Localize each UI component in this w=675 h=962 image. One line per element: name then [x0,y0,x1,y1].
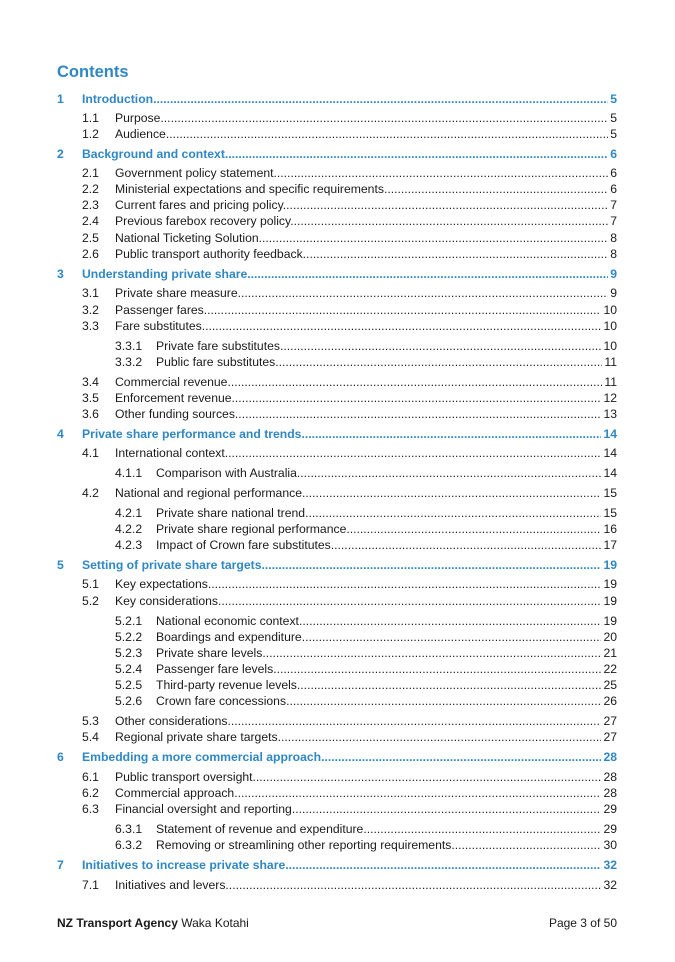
toc-entry-page: 27 [603,714,617,728]
toc-entry-title: Public transport authority feedback ..... [115,247,617,262]
toc-entry-level-1[interactable] [57,558,617,573]
toc-entry-number: 3.1 [82,286,99,300]
toc-entry-level-2[interactable] [82,594,617,609]
toc-entry-title: Private share regional performance ..... [156,522,617,537]
toc-entry-title: Background and context ..... [82,147,617,162]
toc-entry-title: Public fare substitutes ..... [156,355,617,370]
toc-entry-page: 7 [610,198,617,212]
toc-entry-page: 26 [603,694,617,708]
toc-entry-page: 10 [603,303,617,317]
toc-entry-page: 32 [603,878,617,892]
toc-entry-title: Impact of Crown fare substitutes ..... [156,538,617,553]
toc-entry-number: 5.2.5 [115,678,143,692]
toc-entry-page: 6 [610,166,617,180]
toc-entry-title: Enforcement revenue ..... [115,391,617,406]
toc-entry-level-2[interactable] [82,303,617,318]
toc-entry-title: Introduction ..... [82,92,617,107]
toc-entry-level-2[interactable] [82,770,617,785]
page-footer [57,916,617,931]
toc-entry-page: 15 [603,506,617,520]
toc-entry-number: 6 [57,750,64,764]
footer-page-number: Page 3 of 50 [548,916,617,930]
toc-entry-title: Third-party revenue levels ..... [156,678,617,693]
toc-entry-level-2[interactable] [82,391,617,406]
toc-entry-title: Private fare substitutes ..... [156,339,617,354]
footer-org-suffix: Waka Kotahi [177,916,249,930]
toc-entry-level-2[interactable] [82,878,617,893]
toc-entry-level-3[interactable] [115,838,617,853]
toc-entry-level-3[interactable] [115,522,617,537]
toc-entry-number: 3.3 [82,319,99,333]
toc-entry-page: 9 [610,267,617,281]
toc-entry-number: 4 [57,427,64,441]
toc-entry-page: 29 [603,822,617,836]
toc-entry-level-3[interactable] [115,355,617,370]
toc-entry-number: 5.1 [82,577,99,591]
toc-entry-number: 3.5 [82,391,99,405]
toc-entry-page: 5 [610,111,617,125]
toc-entry-level-1[interactable] [57,147,617,162]
toc-entry-number: 1.1 [82,111,99,125]
toc-entry-page: 28 [603,786,617,800]
toc-entry-level-2[interactable] [82,375,617,390]
toc-entry-number: 6.3 [82,802,99,816]
toc-entry-level-2[interactable] [82,714,617,729]
toc-entry-title: Financial oversight and reporting ..... [115,802,617,817]
toc-entry-title: Key expectations ..... [115,577,617,592]
toc-entry-number: 2.6 [82,247,99,261]
toc-entry-number: 4.2.1 [115,506,143,520]
toc-entry-page: 19 [603,594,617,608]
toc-entry-page: 28 [603,750,617,764]
toc-entry-level-2[interactable] [82,319,617,334]
toc-entry-title: Passenger fare levels ..... [156,662,617,677]
toc-entry-level-2[interactable] [82,486,617,501]
toc-entry-title: Purpose ..... [115,111,617,126]
toc-entry-level-3[interactable] [115,339,617,354]
toc-entry-title: Private share levels ..... [156,646,617,661]
toc-entry-level-3[interactable] [115,694,617,709]
toc-entry-title: Audience ..... [115,127,617,142]
toc-entry-page: 19 [603,577,617,591]
toc-entry-page: 14 [603,466,617,480]
toc-entry-number: 5.2.3 [115,646,143,660]
toc-entry-number: 6.3.2 [115,838,143,852]
toc-entry-title: Private share national trend ..... [156,506,617,521]
toc-entry-level-3[interactable] [115,822,617,837]
toc-entry-page: 6 [610,147,617,161]
toc-entry-title: Boardings and expenditure ..... [156,630,617,645]
toc-entry-title: Understanding private share ..... [82,267,617,282]
toc-entry-title: Removing or streamlining other reporting requirements ..... [156,838,617,853]
toc-entry-title: Embedding a more commercial approach ..... [82,750,617,765]
toc-entry-number: 5.2.6 [115,694,143,708]
toc-entry-level-1[interactable] [57,267,617,282]
toc-entry-title: Setting of private share targets ..... [82,558,617,573]
toc-entry-title: Private share performance and trends ..... [82,427,617,442]
toc-entry-level-1[interactable] [57,427,617,442]
toc-entry-number: 4.2 [82,486,99,500]
toc-entry-level-2[interactable] [82,247,617,262]
toc-entry-page: 30 [603,838,617,852]
toc-entry-title: Statement of revenue and expenditure ..... [156,822,617,837]
toc-entry-number: 5.2.2 [115,630,143,644]
toc-entry-page: 15 [603,486,617,500]
toc-entry-title: Comparison with Australia ..... [156,466,617,481]
toc-entry-number: 7.1 [82,878,99,892]
toc-entry-level-2[interactable] [82,231,617,246]
contents-heading: Contents [57,63,129,81]
toc-entry-page: 16 [603,522,617,536]
toc-entry-number: 6.2 [82,786,99,800]
toc-entry-title: National and regional performance ..... [115,486,617,501]
toc-entry-title: International context ..... [115,446,617,461]
toc-entry-level-3[interactable] [115,614,617,629]
toc-entry-level-3[interactable] [115,646,617,661]
toc-entry-page: 19 [603,614,617,628]
toc-entry-number: 5.2.1 [115,614,143,628]
toc-entry-page: 6 [610,182,617,196]
toc-entry-level-3[interactable] [115,538,617,553]
toc-entry-title: Fare substitutes ..... [115,319,617,334]
toc-entry-number: 3.3.2 [115,355,143,369]
toc-entry-level-2[interactable] [82,786,617,801]
toc-entry-level-1[interactable] [57,750,617,765]
toc-entry-page: 10 [603,319,617,333]
toc-entry-number: 5.2 [82,594,99,608]
toc-entry-level-2[interactable] [82,407,617,422]
toc-entry-number: 4.1 [82,446,99,460]
toc-entry-page: 28 [603,770,617,784]
toc-entry-page: 10 [603,339,617,353]
toc-entry-number: 2.4 [82,214,99,228]
toc-entry-level-2[interactable] [82,127,617,142]
toc-entry-number: 1 [57,92,64,106]
toc-entry-title: Public transport oversight ..... [115,770,617,785]
toc-entry-page: 9 [610,286,617,300]
toc-entry-number: 4.2.3 [115,538,143,552]
toc-entry-number: 5.4 [82,730,99,744]
toc-entry-level-2[interactable] [82,446,617,461]
toc-entry-number: 4.1.1 [115,466,143,480]
toc-entry-level-1[interactable] [57,92,617,107]
toc-entry-page: 12 [603,391,617,405]
toc-entry-number: 2 [57,147,64,161]
toc-entry-title: Private share measure ..... [115,286,617,301]
toc-entry-title: Other funding sources ..... [115,407,617,422]
toc-entry-title: Passenger fares ..... [115,303,617,318]
toc-entry-level-3[interactable] [115,506,617,521]
toc-entry-title: Regional private share targets ..... [115,730,617,745]
toc-entry-number: 6.3.1 [115,822,143,836]
toc-entry-number: 3.6 [82,407,99,421]
toc-entry-page: 11 [604,355,617,369]
toc-entry-page: 8 [610,231,617,245]
toc-entry-page: 13 [603,407,617,421]
toc-entry-page: 22 [603,662,617,676]
toc-entry-number: 4.2.2 [115,522,143,536]
toc-entry-title: Initiatives and levers ..... [115,878,617,893]
toc-entry-title: Commercial revenue ..... [115,375,617,390]
toc-entry-title: Commercial approach ..... [115,786,617,801]
toc-entry-title: National Ticketing Solution ..... [115,231,617,246]
toc-entry-level-2[interactable] [82,802,617,817]
toc-entry-title: Initiatives to increase private share ..... [82,858,617,873]
toc-entry-level-2[interactable] [82,182,617,197]
toc-entry-level-2[interactable] [82,214,617,229]
toc-entry-level-3[interactable] [115,662,617,677]
toc-entry-title: Other considerations ..... [115,714,617,729]
toc-entry-page: 11 [604,375,617,389]
toc-entry-level-3[interactable] [115,630,617,645]
toc-entry-number: 3.4 [82,375,99,389]
toc-entry-number: 3 [57,267,64,281]
toc-entry-number: 2.3 [82,198,99,212]
toc-entry-title: Government policy statement ..... [115,166,617,181]
toc-entry-title: Ministerial expectations and specific requirements ..... [115,182,617,197]
toc-entry-number: 5.2.4 [115,662,143,676]
toc-entry-page: 14 [603,446,617,460]
toc-entry-number: 2.2 [82,182,99,196]
toc-entry-level-2[interactable] [82,111,617,126]
toc-entry-level-3[interactable] [115,466,617,481]
toc-entry-level-3[interactable] [115,678,617,693]
toc-entry-page: 5 [610,92,617,106]
toc-entry-level-2[interactable] [82,577,617,592]
toc-entry-title: National economic context ..... [156,614,617,629]
toc-entry-level-2[interactable] [82,166,617,181]
toc-entry-number: 1.2 [82,127,99,141]
toc-entry-number: 3.3.1 [115,339,143,353]
toc-entry-page: 17 [603,538,617,552]
toc-entry-number: 2.5 [82,231,99,245]
toc-entry-title: Crown fare concessions ..... [156,694,617,709]
toc-entry-title: Previous farebox recovery policy ..... [115,214,617,229]
toc-entry-page: 20 [603,630,617,644]
toc-entry-page: 5 [610,127,617,141]
toc-entry-title: Key considerations ..... [115,594,617,609]
toc-entry-page: 7 [610,214,617,228]
toc-entry-number: 5 [57,558,64,572]
toc-entry-level-2[interactable] [82,730,617,745]
toc-entry-number: 2.1 [82,166,99,180]
toc-entry-page: 27 [603,730,617,744]
toc-entry-number: 3.2 [82,303,99,317]
toc-entry-number: 5.3 [82,714,99,728]
toc-entry-number: 7 [57,858,64,872]
toc-entry-page: 32 [603,858,617,872]
toc-entry-page: 8 [610,247,617,261]
toc-entry-page: 19 [603,558,617,572]
toc-entry-level-2[interactable] [82,286,617,301]
toc-entry-page: 14 [603,427,617,441]
toc-entry-level-1[interactable] [57,858,617,873]
toc-entry-page: 25 [603,678,617,692]
footer-org-name: NZ Transport Agency [57,916,178,930]
toc-entry-page: 21 [603,646,617,660]
toc-entry-page: 29 [603,802,617,816]
toc-entry-number: 6.1 [82,770,99,784]
toc-entry-level-2[interactable] [82,198,617,213]
toc-entry-title: Current fares and pricing policy ..... [115,198,617,213]
